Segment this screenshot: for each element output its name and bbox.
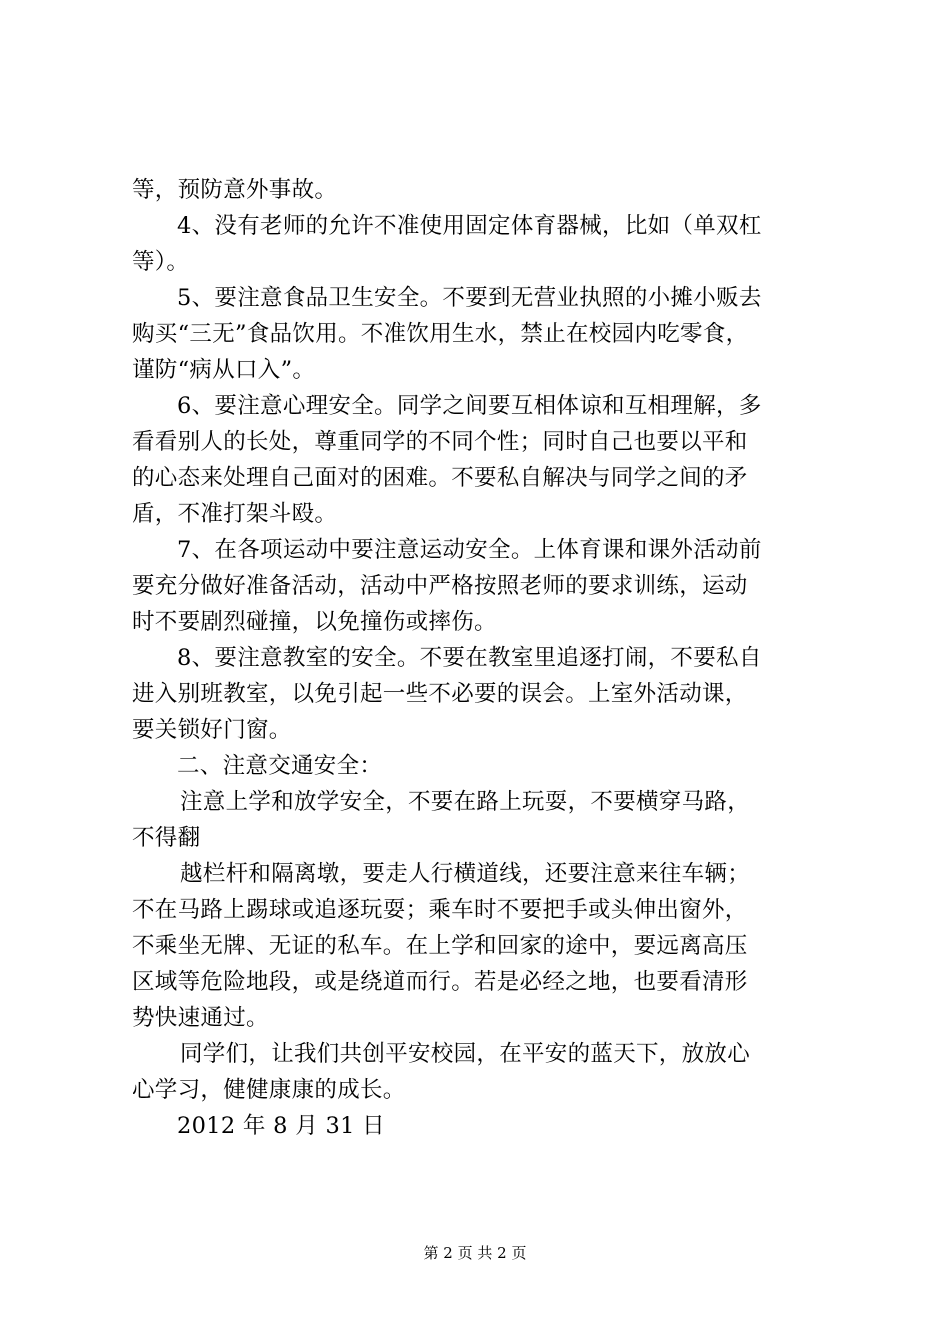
text-line: 同学们，让我们共创平安校园，在平安的蓝天下，放放心 [180,1041,751,1067]
text-line: 5、要注意食品卫生安全。不要到无营业执照的小摊小贩去 [177,285,762,311]
text-line: 7、在各项运动中要注意运动安全。上体育课和课外活动前 [177,537,762,563]
text-line: 时不要剧烈碰撞，以免撞伤或摔伤。 [132,609,497,635]
text-line: 要充分做好准备活动，活动中严格按照老师的要求训练，运动 [132,573,748,599]
text-line: 不得翻 [132,825,201,851]
text-line: 看看别人的长处，尊重同学的不同个性；同时自己也要以平和 [132,429,748,455]
text-line: 8、要注意教室的安全。不要在教室里追逐打闹，不要私自 [177,645,762,671]
section-heading: 二、注意交通安全： [177,753,383,779]
text-line: 心学习，健健康康的成长。 [132,1077,406,1103]
text-line: 4、没有老师的允许不准使用固定体育器械，比如（单双杠 [177,213,762,239]
page-number: 第 2 页 共 2 页 [423,1244,527,1262]
text-line: 注意上学和放学安全，不要在路上玩耍，不要横穿马路， [180,789,751,815]
text-line: 6、要注意心理安全。同学之间要互相体谅和互相理解，多 [177,393,762,419]
text-line: 势快速通过。 [132,1005,269,1031]
text-line: 盾，不准打架斗殴。 [132,501,338,527]
text-line: 等，预防意外事故。 [132,177,338,203]
text-line: 区域等危险地段，或是绕道而行。若是必经之地，也要看清形 [132,969,748,995]
page-footer [0,1243,950,1263]
text-line: 的心态来处理自己面对的困难。不要私自解决与同学之间的矛 [132,465,748,491]
text-line: 不在马路上踢球或追逐玩耍；乘车时不要把手或头伸出窗外， [132,897,748,923]
text-line: 进入别班教室，以免引起一些不必要的误会。上室外活动课， [132,681,748,707]
document-body [132,172,832,1144]
text-line: 越栏杆和隔离墩，要走人行横道线，还要注意来往车辆； [180,861,751,887]
document-date: 2012 年 8 月 31 日 [177,1113,385,1139]
text-line: 要关锁好门窗。 [132,717,292,743]
text-line: 购买“三无”食品饮用。不准饮用生水，禁止在校园内吃零食， [132,321,749,347]
text-line: 等）。 [132,249,190,275]
text-line: 谨防“病从口入”。 [132,357,316,383]
text-line: 不乘坐无牌、无证的私车。在上学和回家的途中，要远离高压 [132,933,748,959]
